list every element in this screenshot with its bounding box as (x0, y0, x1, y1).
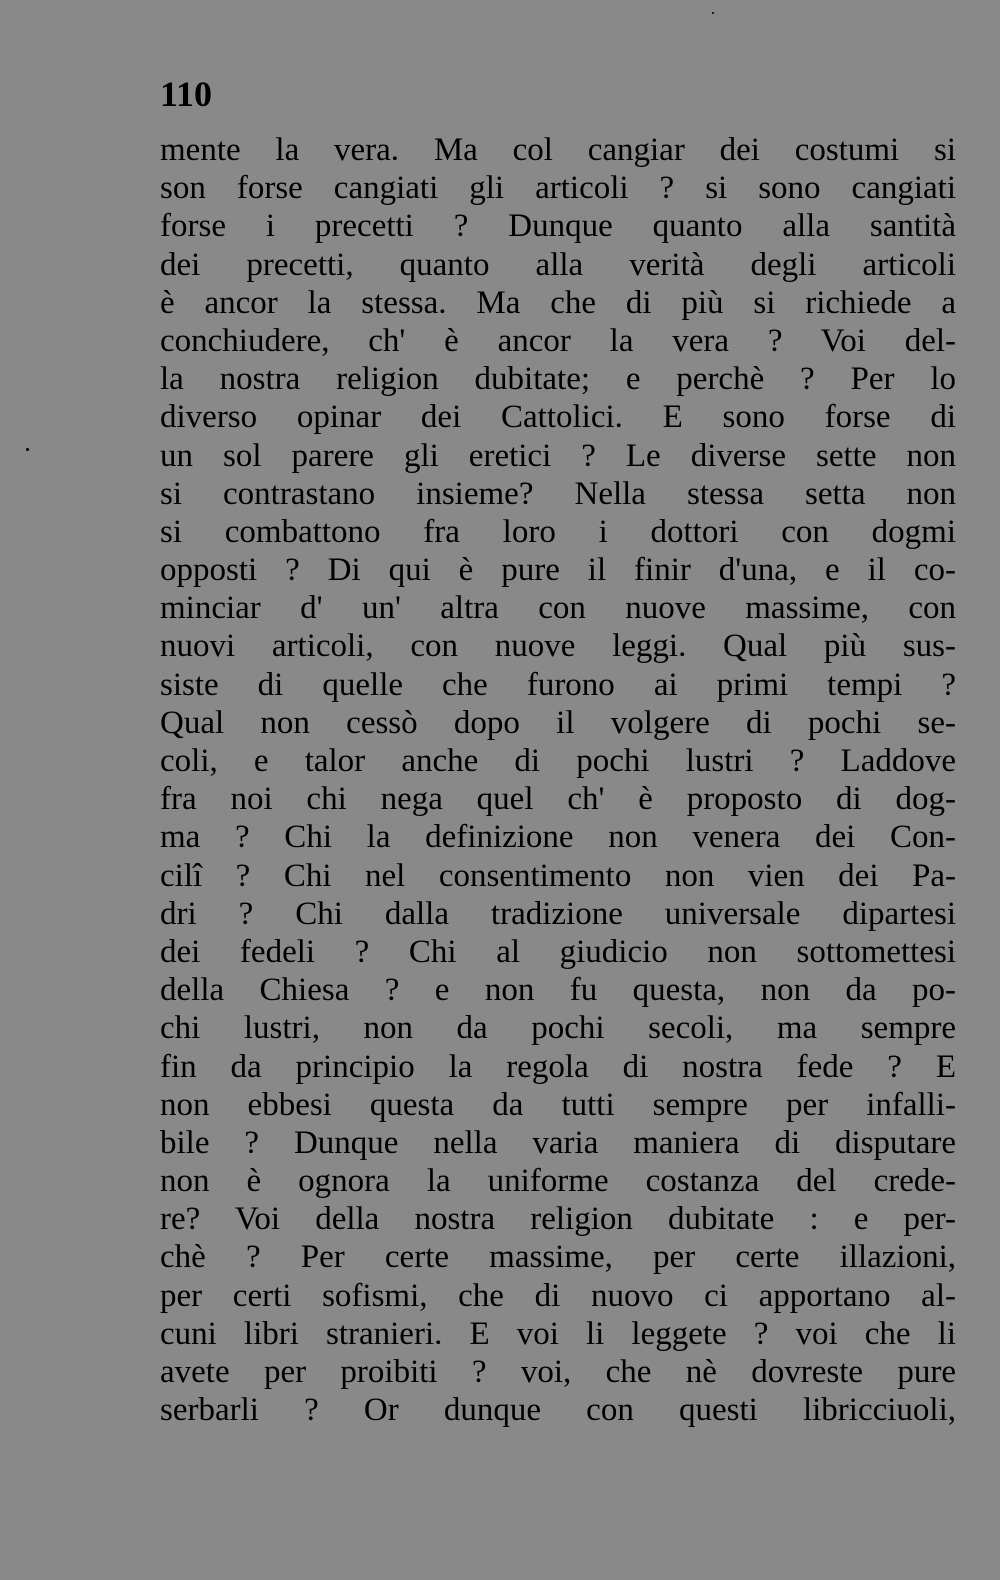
text-line: chè ? Per certe massime, per certe illazioni, (160, 1239, 956, 1276)
text-line: bile ? Dunque nella varia maniera di disputare (160, 1124, 956, 1161)
page-number: 110 (160, 74, 213, 114)
text-line: fra noi chi nega quel ch' è proposto di dog- (160, 781, 956, 818)
speck-mark (712, 12, 714, 14)
text-line: cilî ? Chi nel consentimento non vien dei Pa- (160, 857, 956, 894)
speck-mark (26, 448, 29, 451)
text-line: si combattono fra loro i dottori con dogmi (160, 513, 956, 550)
text-line: non ebbesi questa da tutti sempre per infalli- (160, 1086, 956, 1123)
text-line: siste di quelle che furono ai primi tempi ? (160, 666, 956, 703)
text-line: re? Voi della nostra religion dubitate : e per- (160, 1201, 956, 1238)
text-line: dei precetti, quanto alla verità degli articoli (160, 246, 956, 283)
text-line: diverso opinar dei Cattolici. E sono forse di (160, 399, 956, 436)
text-line: la nostra religion dubitate; e perchè ? Per lo (160, 361, 956, 398)
text-line: è ancor la stessa. Ma che di più si richiede a (160, 284, 956, 321)
text-line: dei fedeli ? Chi al giudicio non sottomettesi (160, 933, 956, 970)
text-line: si contrastano insieme? Nella stessa setta non (160, 475, 956, 512)
text-line: opposti ? Di qui è pure il finir d'una, e il co- (160, 552, 956, 589)
text-line: un sol parere gli eretici ? Le diverse sette non (160, 437, 956, 474)
text-line: forse i precetti ? Dunque quanto alla santità (160, 208, 956, 245)
text-line: minciar d' un' altra con nuove massime, con (160, 590, 956, 627)
text-line: mente la vera. Ma col cangiar dei costumi si (160, 132, 956, 168)
text-line: della Chiesa ? e non fu questa, non da po- (160, 972, 956, 1009)
text-line: conchiudere, ch' è ancor la vera ? Voi del- (160, 322, 956, 359)
text-line: coli, e talor anche di pochi lustri ? Laddove (160, 743, 956, 779)
text-line: son forse cangiati gli articoli ? si sono cangiati (160, 170, 956, 207)
text-line: chi lustri, non da pochi secoli, ma sempre (160, 1010, 956, 1047)
text-line: fin da principio la regola di nostra fede ? E (160, 1048, 956, 1085)
text-line: dri ? Chi dalla tradizione universale dipartesi (160, 895, 956, 932)
body-text (160, 131, 956, 1429)
text-line: avete per proibiti ? voi, che nè dovreste pure (160, 1354, 956, 1390)
text-line: non è ognora la uniforme costanza del crede- (160, 1163, 956, 1200)
text-line: cuni libri stranieri. E voi li leggete ? voi che li (160, 1315, 956, 1352)
text-line: ma ? Chi la definizione non venera dei Con- (160, 819, 956, 856)
text-line: per certi sofismi, che di nuovo ci apportano al- (160, 1277, 956, 1314)
text-line: Qual non cessò dopo il volgere di pochi se- (160, 704, 956, 741)
text-line: nuovi articoli, con nuove leggi. Qual più sus- (160, 628, 956, 665)
text-line: serbarli ? Or dunque con questi libricciuoli, (160, 1392, 956, 1429)
